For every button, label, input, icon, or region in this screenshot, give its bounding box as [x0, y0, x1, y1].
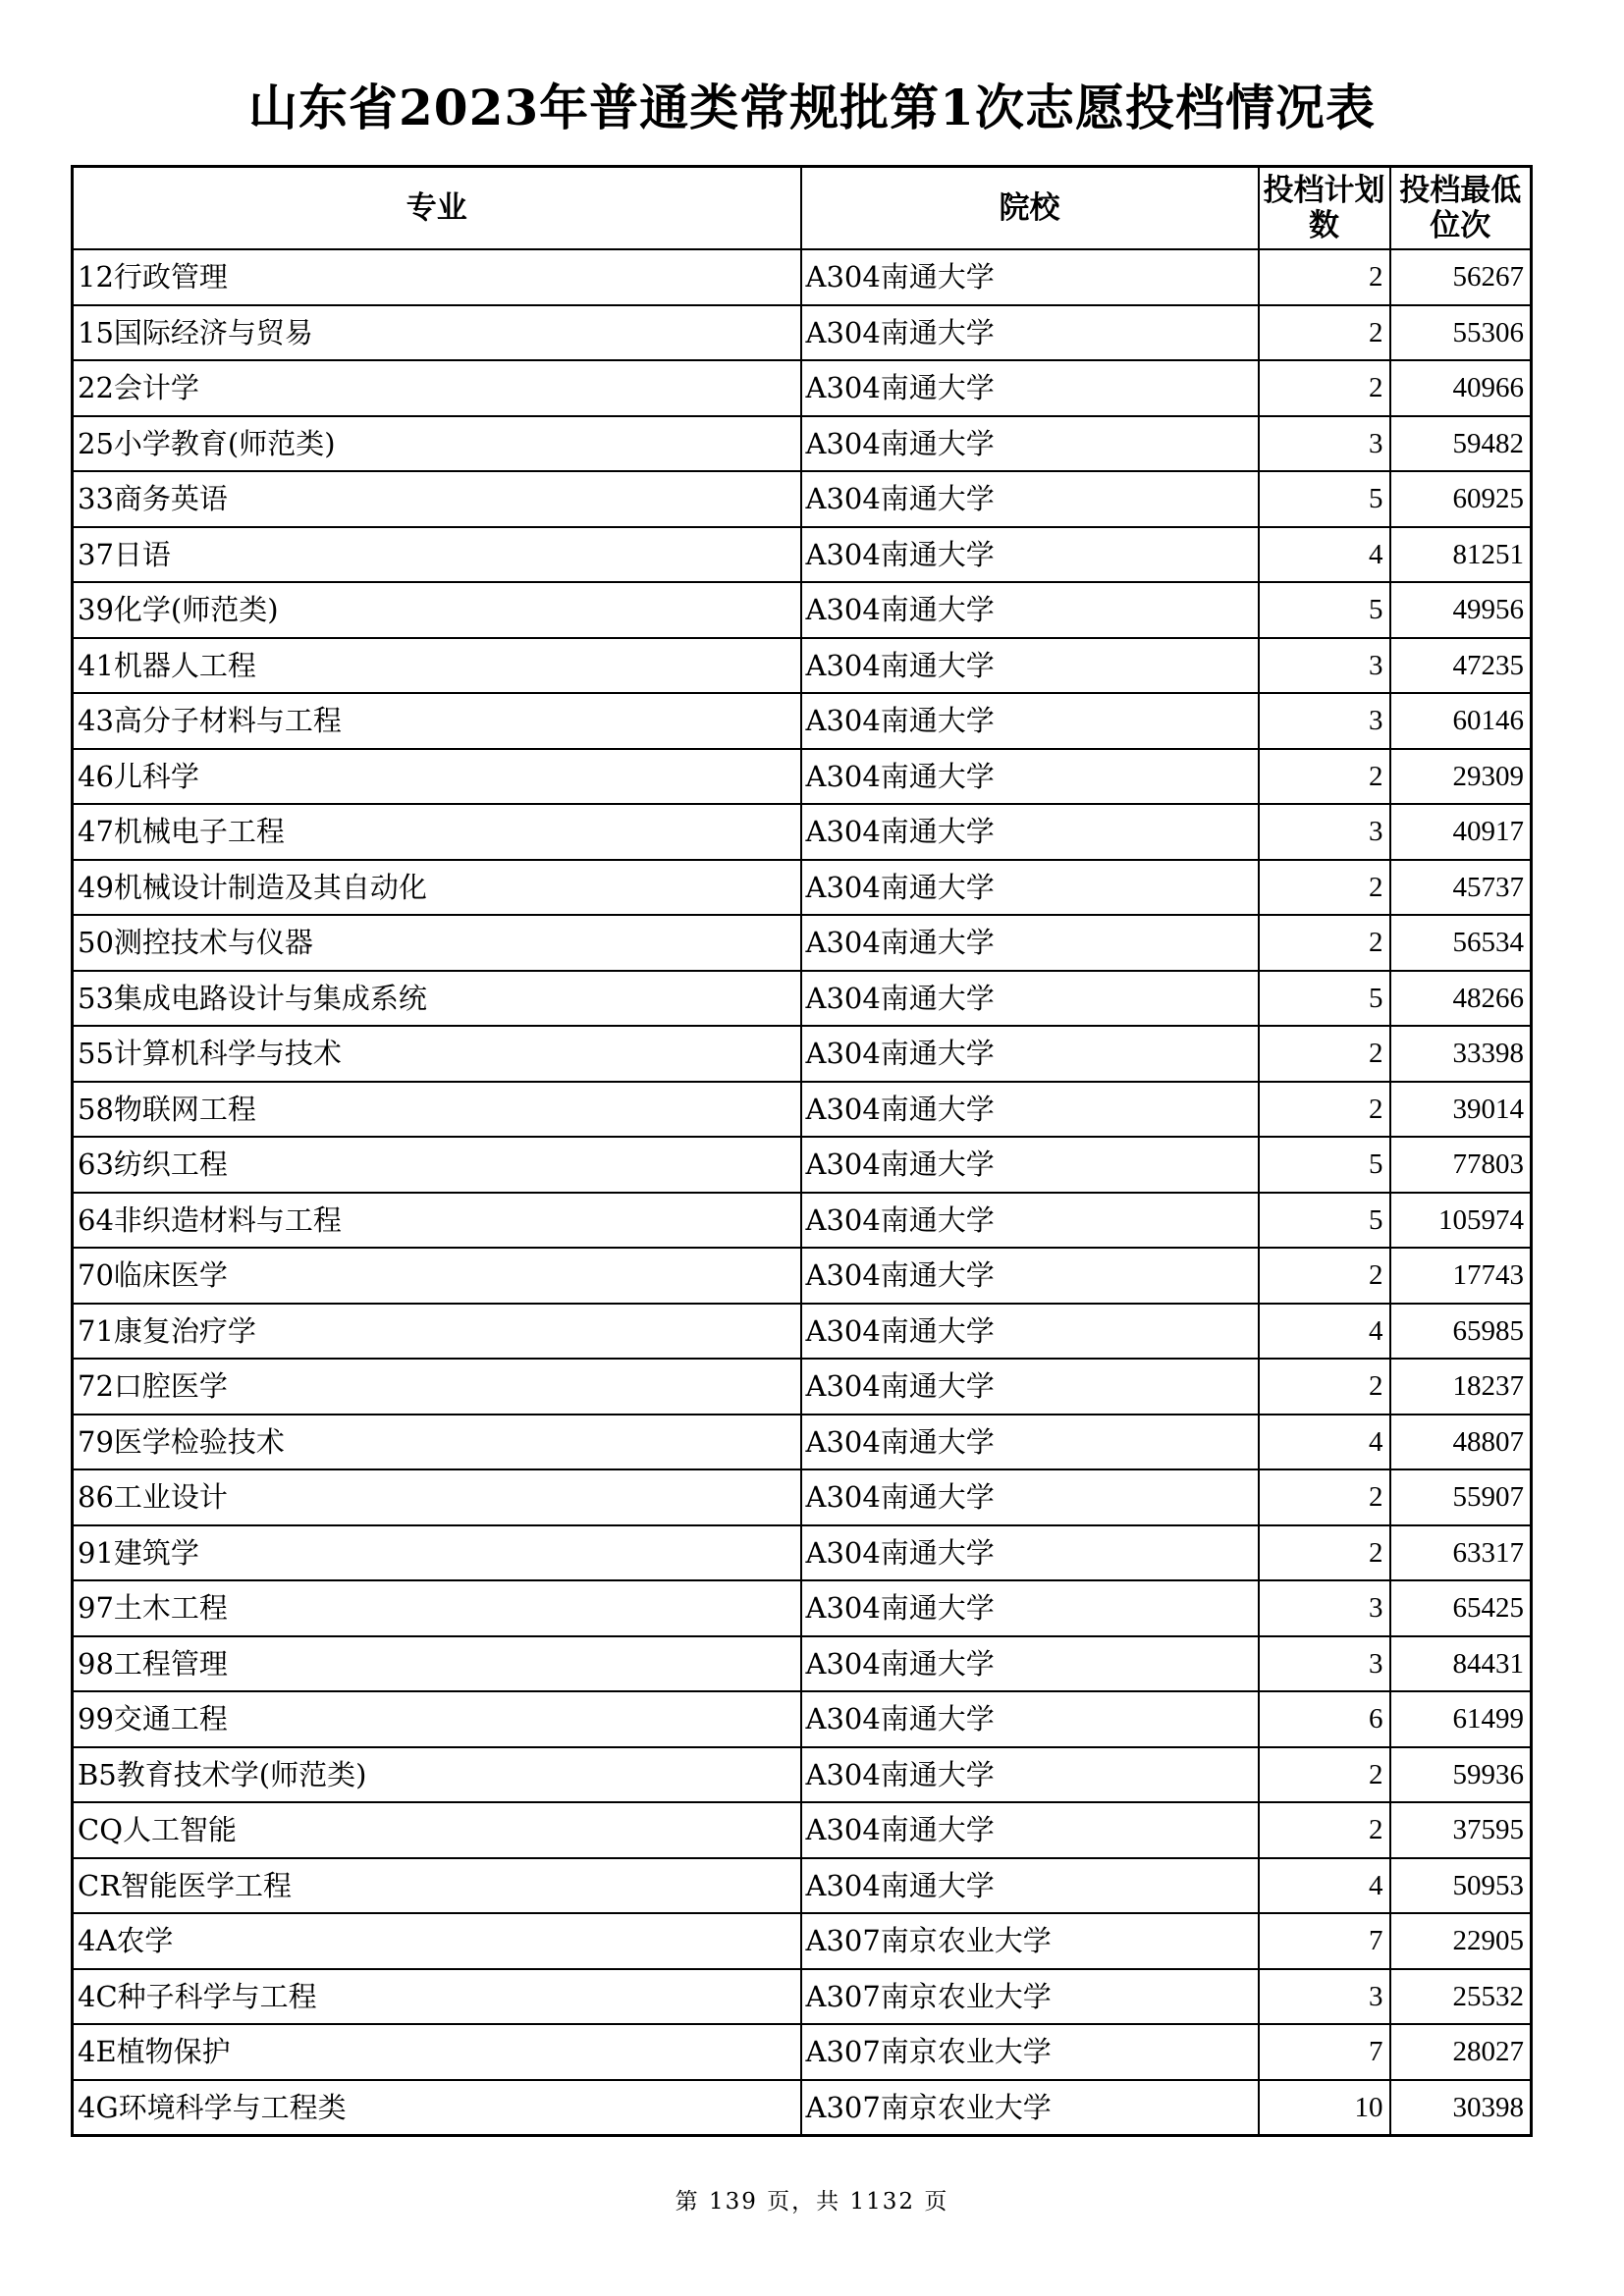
cell-school: A304南通大学	[801, 249, 1259, 305]
cell-major: 33商务英语	[73, 471, 801, 527]
cell-school: A304南通大学	[801, 638, 1259, 694]
table-row	[73, 1359, 1532, 1415]
cell-plan: 3	[1259, 1969, 1390, 2025]
table-row	[73, 582, 1532, 638]
cell-rank: 84431	[1390, 1636, 1532, 1692]
table-row	[73, 1802, 1532, 1858]
cell-plan: 2	[1259, 1802, 1390, 1858]
cell-school: A304南通大学	[801, 1026, 1259, 1082]
table-row	[73, 305, 1532, 361]
cell-major: 99交通工程	[73, 1691, 801, 1747]
cell-plan: 3	[1259, 638, 1390, 694]
table-row	[73, 1525, 1532, 1581]
cell-school: A304南通大学	[801, 1359, 1259, 1415]
cell-rank: 48807	[1390, 1415, 1532, 1470]
table-row	[73, 1304, 1532, 1360]
cell-rank: 63317	[1390, 1525, 1532, 1581]
cell-rank: 55907	[1390, 1469, 1532, 1525]
cell-rank: 33398	[1390, 1026, 1532, 1082]
cell-plan: 3	[1259, 416, 1390, 472]
cell-rank: 22905	[1390, 1913, 1532, 1969]
admission-table	[71, 165, 1533, 2137]
cell-major: 4G环境科学与工程类	[73, 2080, 801, 2136]
cell-plan: 2	[1259, 1026, 1390, 1082]
table-row	[73, 1026, 1532, 1082]
table-row	[73, 1913, 1532, 1969]
cell-plan: 3	[1259, 804, 1390, 860]
cell-rank: 60146	[1390, 693, 1532, 749]
table-row	[73, 860, 1532, 916]
cell-major: 98工程管理	[73, 1636, 801, 1692]
cell-plan: 4	[1259, 1858, 1390, 1914]
cell-rank: 65425	[1390, 1580, 1532, 1636]
table-row	[73, 1969, 1532, 2025]
cell-rank: 59482	[1390, 416, 1532, 472]
cell-rank: 56534	[1390, 915, 1532, 971]
cell-rank: 60925	[1390, 471, 1532, 527]
table-row	[73, 693, 1532, 749]
cell-plan: 2	[1259, 305, 1390, 361]
cell-school: A304南通大学	[801, 1802, 1259, 1858]
cell-plan: 2	[1259, 249, 1390, 305]
cell-plan: 5	[1259, 582, 1390, 638]
cell-rank: 81251	[1390, 527, 1532, 583]
cell-school: A304南通大学	[801, 1636, 1259, 1692]
cell-school: A304南通大学	[801, 1082, 1259, 1138]
cell-rank: 49956	[1390, 582, 1532, 638]
table-row	[73, 1082, 1532, 1138]
cell-school: A304南通大学	[801, 1193, 1259, 1249]
cell-school: A304南通大学	[801, 915, 1259, 971]
page-number: 第 139 页，共 1132 页	[675, 2189, 949, 2215]
cell-plan: 2	[1259, 1469, 1390, 1525]
table-row	[73, 471, 1532, 527]
cell-school: A304南通大学	[801, 1304, 1259, 1360]
cell-school: A304南通大学	[801, 804, 1259, 860]
cell-school: A304南通大学	[801, 416, 1259, 472]
cell-school: A304南通大学	[801, 471, 1259, 527]
cell-major: 79医学检验技术	[73, 1415, 801, 1470]
cell-plan: 3	[1259, 693, 1390, 749]
cell-plan: 2	[1259, 1082, 1390, 1138]
table-row	[73, 1636, 1532, 1692]
table-row	[73, 1137, 1532, 1193]
cell-school: A304南通大学	[801, 1248, 1259, 1304]
cell-major: 22会计学	[73, 360, 801, 416]
cell-rank: 28027	[1390, 2024, 1532, 2080]
cell-major: 86工业设计	[73, 1469, 801, 1525]
cell-rank: 50953	[1390, 1858, 1532, 1914]
cell-rank: 65985	[1390, 1304, 1532, 1360]
cell-major: 55计算机科学与技术	[73, 1026, 801, 1082]
cell-plan: 5	[1259, 471, 1390, 527]
cell-rank: 55306	[1390, 305, 1532, 361]
cell-school: A304南通大学	[801, 1858, 1259, 1914]
cell-school: A304南通大学	[801, 693, 1259, 749]
cell-major: 4C种子科学与工程	[73, 1969, 801, 2025]
cell-rank: 40966	[1390, 360, 1532, 416]
cell-major: 43高分子材料与工程	[73, 693, 801, 749]
cell-plan: 10	[1259, 2080, 1390, 2136]
cell-rank: 40917	[1390, 804, 1532, 860]
table-row	[73, 1580, 1532, 1636]
cell-plan: 3	[1259, 1636, 1390, 1692]
cell-major: 46儿科学	[73, 749, 801, 805]
cell-school: A304南通大学	[801, 1580, 1259, 1636]
cell-plan: 2	[1259, 1525, 1390, 1581]
cell-rank: 77803	[1390, 1137, 1532, 1193]
cell-plan: 3	[1259, 1580, 1390, 1636]
table-row	[73, 638, 1532, 694]
cell-school: A304南通大学	[801, 1747, 1259, 1803]
table-row	[73, 749, 1532, 805]
cell-plan: 4	[1259, 1415, 1390, 1470]
table-row	[73, 360, 1532, 416]
cell-school: A304南通大学	[801, 1415, 1259, 1470]
cell-rank: 39014	[1390, 1082, 1532, 1138]
cell-school: A307南京农业大学	[801, 1969, 1259, 2025]
table-row	[73, 416, 1532, 472]
cell-school: A304南通大学	[801, 1691, 1259, 1747]
cell-major: 63纺织工程	[73, 1137, 801, 1193]
cell-plan: 7	[1259, 1913, 1390, 1969]
table-row	[73, 804, 1532, 860]
cell-major: 49机械设计制造及其自动化	[73, 860, 801, 916]
cell-plan: 2	[1259, 360, 1390, 416]
cell-major: 4A农学	[73, 1913, 801, 1969]
cell-rank: 56267	[1390, 249, 1532, 305]
cell-school: A307南京农业大学	[801, 1913, 1259, 1969]
cell-rank: 18237	[1390, 1359, 1532, 1415]
cell-major: 97土木工程	[73, 1580, 801, 1636]
header-plan: 投档计划数	[1259, 167, 1390, 250]
cell-plan: 2	[1259, 749, 1390, 805]
cell-school: A304南通大学	[801, 1137, 1259, 1193]
cell-rank: 48266	[1390, 971, 1532, 1027]
header-school: 院校	[801, 167, 1259, 250]
cell-rank: 29309	[1390, 749, 1532, 805]
cell-rank: 17743	[1390, 1248, 1532, 1304]
cell-plan: 2	[1259, 1248, 1390, 1304]
table-row	[73, 1858, 1532, 1914]
cell-school: A304南通大学	[801, 1525, 1259, 1581]
cell-school: A304南通大学	[801, 582, 1259, 638]
cell-school: A304南通大学	[801, 1469, 1259, 1525]
table-header	[73, 167, 1532, 250]
header-major: 专业	[73, 167, 801, 250]
cell-major: 70临床医学	[73, 1248, 801, 1304]
cell-school: A307南京农业大学	[801, 2080, 1259, 2136]
cell-school: A304南通大学	[801, 971, 1259, 1027]
cell-major: B5教育技术学(师范类)	[73, 1747, 801, 1803]
cell-plan: 4	[1259, 1304, 1390, 1360]
cell-plan: 2	[1259, 915, 1390, 971]
cell-major: 41机器人工程	[73, 638, 801, 694]
table-body	[73, 249, 1532, 2136]
cell-plan: 4	[1259, 527, 1390, 583]
cell-rank: 37595	[1390, 1802, 1532, 1858]
table-row	[73, 1248, 1532, 1304]
cell-major: CR智能医学工程	[73, 1858, 801, 1914]
cell-plan: 6	[1259, 1691, 1390, 1747]
cell-school: A307南京农业大学	[801, 2024, 1259, 2080]
cell-plan: 2	[1259, 860, 1390, 916]
cell-rank: 47235	[1390, 638, 1532, 694]
page-title: 山东省2023年普通类常规批第1次志愿投档情况表	[248, 79, 1376, 136]
cell-school: A304南通大学	[801, 749, 1259, 805]
cell-plan: 2	[1259, 1359, 1390, 1415]
cell-plan: 5	[1259, 1137, 1390, 1193]
cell-major: 25小学教育(师范类)	[73, 416, 801, 472]
table-row	[73, 1193, 1532, 1249]
cell-major: 64非织造材料与工程	[73, 1193, 801, 1249]
cell-major: CQ人工智能	[73, 1802, 801, 1858]
table-row	[73, 527, 1532, 583]
table-row	[73, 1747, 1532, 1803]
table-row	[73, 1415, 1532, 1470]
table-row	[73, 249, 1532, 305]
table-row	[73, 1469, 1532, 1525]
cell-plan: 2	[1259, 1747, 1390, 1803]
table-row	[73, 915, 1532, 971]
cell-rank: 61499	[1390, 1691, 1532, 1747]
cell-major: 71康复治疗学	[73, 1304, 801, 1360]
cell-school: A304南通大学	[801, 360, 1259, 416]
cell-rank: 105974	[1390, 1193, 1532, 1249]
cell-major: 37日语	[73, 527, 801, 583]
cell-major: 47机械电子工程	[73, 804, 801, 860]
cell-rank: 30398	[1390, 2080, 1532, 2136]
cell-rank: 25532	[1390, 1969, 1532, 2025]
cell-school: A304南通大学	[801, 527, 1259, 583]
cell-major: 12行政管理	[73, 249, 801, 305]
cell-major: 4E植物保护	[73, 2024, 801, 2080]
header-row	[73, 167, 1532, 250]
cell-plan: 7	[1259, 2024, 1390, 2080]
cell-rank: 59936	[1390, 1747, 1532, 1803]
cell-plan: 5	[1259, 971, 1390, 1027]
cell-major: 50测控技术与仪器	[73, 915, 801, 971]
table-row	[73, 1691, 1532, 1747]
table-row	[73, 2080, 1532, 2136]
header-rank: 投档最低位次	[1390, 167, 1532, 250]
cell-major: 91建筑学	[73, 1525, 801, 1581]
table-row	[73, 971, 1532, 1027]
cell-major: 15国际经济与贸易	[73, 305, 801, 361]
cell-school: A304南通大学	[801, 305, 1259, 361]
cell-school: A304南通大学	[801, 860, 1259, 916]
cell-major: 72口腔医学	[73, 1359, 801, 1415]
cell-major: 58物联网工程	[73, 1082, 801, 1138]
table-row	[73, 2024, 1532, 2080]
cell-plan: 5	[1259, 1193, 1390, 1249]
cell-major: 39化学(师范类)	[73, 582, 801, 638]
cell-major: 53集成电路设计与集成系统	[73, 971, 801, 1027]
cell-rank: 45737	[1390, 860, 1532, 916]
